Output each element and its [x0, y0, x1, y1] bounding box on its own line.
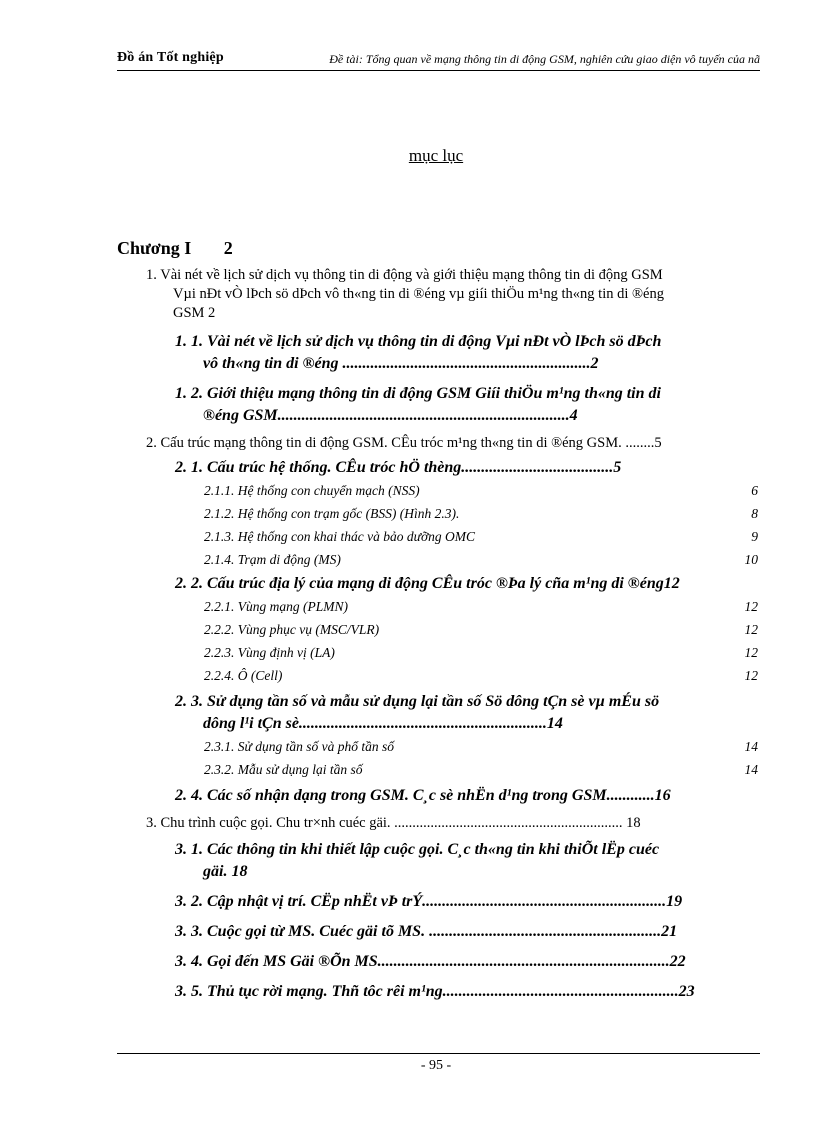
toc-entry-2-1-1-page: 6: [751, 483, 758, 498]
toc-entry-2-1-4-text: 2.1.4. Trạm di động (MS): [204, 552, 341, 567]
toc-entry-2-2-1[interactable]: [117, 595, 760, 618]
toc-entry-2[interactable]: 2. Cấu trúc mạng thông tin di động GSM. CÊu tróc m¹ng th«ng tin di ®éng GSM. ........5: [146, 435, 662, 451]
toc-entry-2-1-4[interactable]: [117, 548, 760, 571]
toc-entry-2-2-1-text: 2.2.1. Vùng mạng (PLMN): [204, 599, 348, 614]
toc-entry-2-1-1-text: 2.1.1. Hệ thống con chuyển mạch (NSS): [204, 483, 420, 498]
toc-entry-3-4[interactable]: 3. 4. Gọi đến MS Gäi ®Õn MS.........................................................................22: [175, 953, 686, 970]
toc-entry-2-2-2-text: 2.2.2. Vùng phục vụ (MSC/VLR): [204, 622, 380, 637]
toc-entry-2-3-1-text: 2.3.1. Sử dụng tần số và phổ tần số: [204, 739, 394, 754]
toc-entry-2-3-line2: dông l¹i tÇn sè..............................................................14: [203, 715, 563, 732]
toc-entry-2-2[interactable]: 2. 2. Cấu trúc địa lý của mạng di động CÊu tróc ®Þa lý cña m¹ng di ®éng12: [175, 575, 680, 592]
page-number: - 95 -: [420, 1058, 452, 1073]
toc-entry-2-1-3-text: 2.1.3. Hệ thống con khai thác và bảo dưỡng OMC: [204, 529, 476, 544]
toc-entry-2-1[interactable]: 2. 1. Cấu trúc hệ thống. CÊu tróc hÖ thèng......................................5: [175, 459, 622, 476]
toc-entry-2-2-2-page: 12: [744, 622, 758, 637]
footer-divider: [117, 1053, 760, 1054]
header-right: Đề tài: Tổng quan về mạng thông tin di động GSM, nghiên cứu giao diện vô tuyến của nã: [329, 52, 760, 66]
toc-chapter[interactable]: [117, 238, 760, 262]
toc-entry-2-2-4-text: 2.2.4. Ô (Cell): [204, 668, 283, 683]
chapter-page: 2: [223, 238, 233, 258]
chapter-label: Chương I: [117, 238, 192, 258]
toc-entry-2-3-2[interactable]: [117, 758, 760, 781]
toc-entry-2-2-3-page: 12: [744, 645, 758, 660]
toc-entry-2-1-4-page: 10: [744, 552, 758, 567]
page-header: [117, 50, 760, 71]
toc-entry-1[interactable]: [117, 266, 760, 323]
toc-entry-2-3-line1: 2. 3. Sử dụng tần số và mẫu sử dụng lại tần số Sö dông tÇn sè vµ mÉu sö: [175, 693, 660, 710]
toc-entry-3-2[interactable]: 3. 2. Cập nhật vị trí. CËp nhËt vÞ trÝ.............................................................19: [175, 893, 683, 910]
toc-entry-2-1-3-page: 9: [751, 529, 758, 544]
toc-entry-2-3-2-text: 2.3.2. Mẫu sử dụng lại tần số: [204, 762, 363, 777]
toc-entry-1-1-line1: 1. 1. Vài nét về lịch sử dịch vụ thông tin di động Vµi nÐt vÒ lÞch sö dÞch: [175, 333, 662, 350]
toc-entry-3-3[interactable]: 3. 3. Cuộc gọi từ MS. Cuéc gäi tõ MS. ..........................................................21: [175, 923, 678, 940]
toc-entry-3-1[interactable]: [117, 839, 760, 883]
toc-entry-2-1-3[interactable]: [117, 525, 760, 548]
toc-entry-2-3-1-page: 14: [744, 739, 758, 754]
toc-entry-2-2-4[interactable]: [117, 664, 760, 687]
toc-entry-2-2-2[interactable]: [117, 618, 760, 641]
toc-entry-1-2-line1: 1. 2. Giới thiệu mạng thông tin di động GSM Giíi thiÖu m¹ng th«ng tin di: [175, 385, 661, 402]
toc-entry-2-1-2-text: 2.1.2. Hệ thống con trạm gốc (BSS) (Hình 2.3).: [204, 506, 460, 521]
toc-entry-3-1-line2: gäi. 18: [203, 863, 248, 880]
toc-entry-3-1-line1: 3. 1. Các thông tin khi thiết lập cuộc gọi. C¸c th«ng tin khi thiÕt lËp cuéc: [175, 841, 660, 858]
header-left: Đồ án Tốt nghiệp: [117, 50, 224, 65]
toc-entry-2-2-1-page: 12: [744, 599, 758, 614]
toc-entry-1-line3: GSM 2: [173, 305, 216, 321]
toc-entry-2-1-2-page: 8: [751, 506, 758, 521]
toc-entry-1-1[interactable]: [117, 331, 760, 375]
toc-entry-1-2-line2: ®éng GSM.........................................................................4: [203, 407, 578, 424]
toc-entry-1-1-line2: vô th«ng tin di ®éng ..............................................................2: [203, 355, 599, 372]
toc-entry-2-4[interactable]: 2. 4. Các số nhận dạng trong GSM. C¸c sè nhËn d¹ng trong GSM............16: [175, 787, 671, 804]
toc-entry-2-3-2-page: 14: [744, 762, 758, 777]
toc-entry-1-2[interactable]: [117, 383, 760, 427]
toc-entry-1-line2: Vµi nÐt vÒ lÞch sö dÞch vô th«ng tin di ®éng vµ giíi thiÖu m¹ng th«ng tin di ®éng: [173, 286, 664, 302]
page-title: mục lục: [408, 146, 464, 165]
toc-entry-3-5[interactable]: 3. 5. Thủ tục rời mạng. Thñ tôc rêi m¹ng...........................................................23: [175, 983, 695, 1000]
table-of-contents: [117, 238, 760, 1003]
toc-entry-2-3-1[interactable]: [117, 735, 760, 758]
toc-entry-2-2-4-page: 12: [744, 668, 758, 683]
toc-entry-2-1-2[interactable]: [117, 502, 760, 525]
toc-entry-1-line1: 1. Vài nét về lịch sử dịch vụ thông tin di động và giới thiệu mạng thông tin di động GSM: [146, 267, 663, 283]
toc-entry-2-2-3-text: 2.2.3. Vùng định vị (LA): [204, 645, 335, 660]
toc-entry-2-3[interactable]: [117, 691, 760, 735]
toc-entry-3[interactable]: 3. Chu trình cuộc gọi. Chu tr×nh cuéc gäi. ............................................................... 18: [146, 815, 641, 831]
toc-entry-2-2-3[interactable]: [117, 641, 760, 664]
toc-entry-2-1-1[interactable]: [117, 479, 760, 502]
